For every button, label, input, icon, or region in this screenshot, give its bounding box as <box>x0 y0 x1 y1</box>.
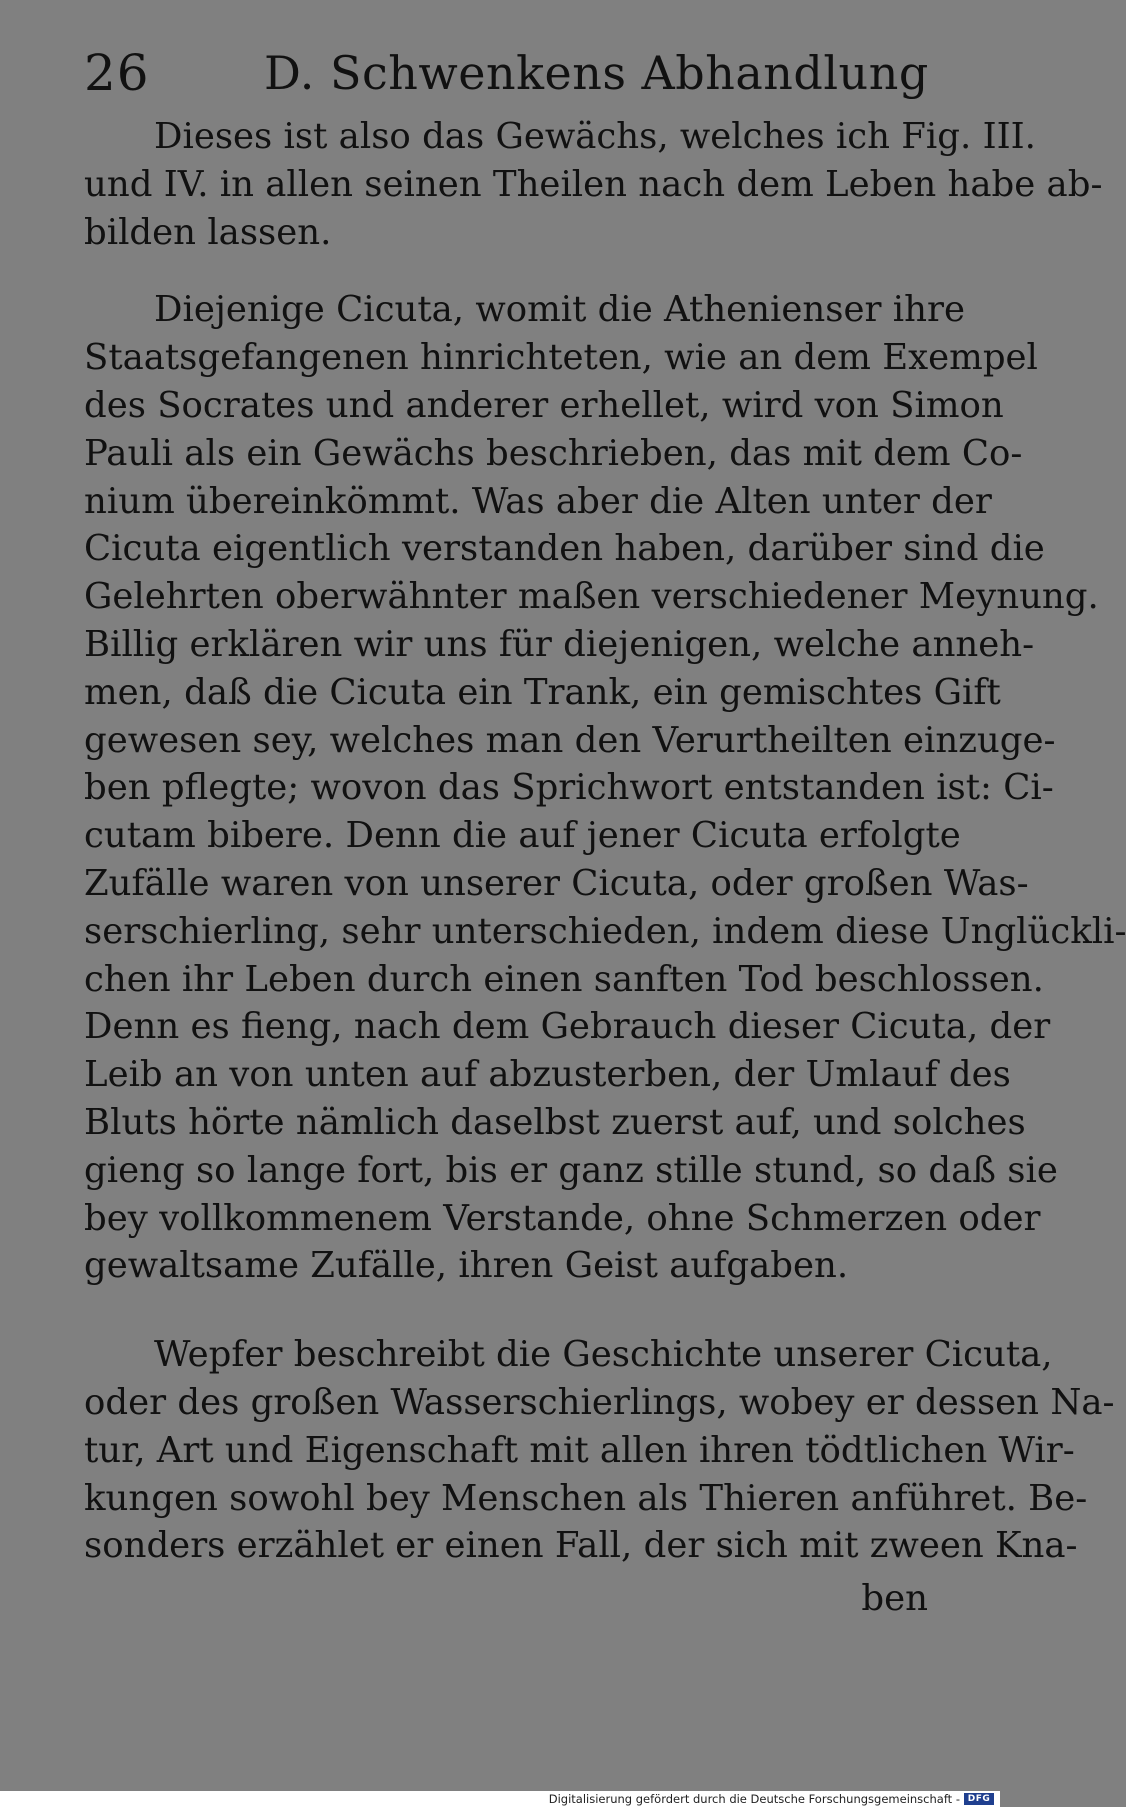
text-line: Staatsgefangenen hinrichteten, wie an dem Exempel <box>84 337 1038 379</box>
text-line: Cicuta eigentlich verstanden haben, darüber sind die <box>84 528 1045 570</box>
text-line: bey vollkommenem Verstande, ohne Schmerzen oder <box>84 1197 1041 1239</box>
catchword: ben <box>861 1578 928 1619</box>
text-line: men, daß die Cicuta ein Trank, ein gemischtes Gift <box>84 671 1001 713</box>
body-text <box>84 113 1126 1570</box>
funding-credit: Digitalisierung gefördert durch die Deutsche Forschungsgemeinschaft - <box>548 1792 960 1806</box>
text-line: Billig erklären wir uns für diejenigen, welche anneh- <box>84 623 1035 665</box>
text-line: gewaltsame Zufälle, ihren Geist aufgaben. <box>84 1245 849 1287</box>
text-line: Dieses ist also das Gewächs, welches ich Fig. III. <box>154 116 1036 157</box>
text-line: Leib an von unten auf abzusterben, der Umlauf des <box>84 1054 1011 1096</box>
text-line: nium übereinkömmt. Was aber die Alten unter der <box>84 480 992 522</box>
paragraph-3 <box>84 1331 1115 1570</box>
text-line: oder des großen Wasserschierlings, wobey er dessen Na- <box>84 1381 1115 1423</box>
text-line: ben pflegte; wovon das Sprichwort entstanden ist: Ci- <box>84 767 1054 809</box>
text-line: sonders erzählet er einen Fall, der sich mit zween Kna- <box>84 1525 1078 1567</box>
text-line: Diejenige Cicuta, womit die Athenienser ihre <box>154 289 965 331</box>
paragraph-2 <box>84 286 1126 1290</box>
digitization-footer <box>0 1791 1000 1807</box>
text-line: bilden lassen. <box>84 211 332 253</box>
page-number: 26 <box>84 44 150 102</box>
text-line: kungen sowohl bey Menschen als Thieren anführet. Be- <box>84 1477 1088 1519</box>
text-line: serschierling, sehr unterschieden, indem diese Unglückli- <box>84 910 1126 952</box>
running-title: D. Schwenkens Abhandlung <box>264 46 929 100</box>
text-line: und IV. in allen seinen Theilen nach dem Leben habe ab- <box>84 163 1103 205</box>
dfg-logo-icon: DFG <box>964 1793 994 1805</box>
text-line: des Socrates und anderer erhellet, wird von Simon <box>84 384 1004 426</box>
text-line: Gelehrten oberwähnter maßen verschiedener Meynung. <box>84 576 1099 618</box>
text-line: cutam bibere. Denn die auf jener Cicuta erfolgte <box>84 815 961 857</box>
text-line: Pauli als ein Gewächs beschrieben, das mit dem Co- <box>84 432 1023 474</box>
text-line: chen ihr Leben durch einen sanften Tod beschlossen. <box>84 958 1044 1000</box>
page-header <box>84 38 929 108</box>
text-line: tur, Art und Eigenschaft mit allen ihren tödtlichen Wir- <box>84 1429 1075 1471</box>
text-line: Denn es fieng, nach dem Gebrauch dieser Cicuta, der <box>84 1006 1051 1048</box>
text-line: Wepfer beschreibt die Geschichte unserer Cicuta, <box>154 1334 1053 1376</box>
text-line: Zufälle waren von unserer Cicuta, oder großen Was- <box>84 862 1029 904</box>
text-line: gewesen sey, welches man den Verurtheilten einzuge- <box>84 719 1056 761</box>
paragraph-1 <box>84 113 1103 256</box>
text-line: gieng so lange fort, bis er ganz stille stund, so daß sie <box>84 1149 1058 1191</box>
text-line: Bluts hörte nämlich daselbst zuerst auf, und solches <box>84 1101 1026 1143</box>
catchword-row <box>84 1575 934 1623</box>
